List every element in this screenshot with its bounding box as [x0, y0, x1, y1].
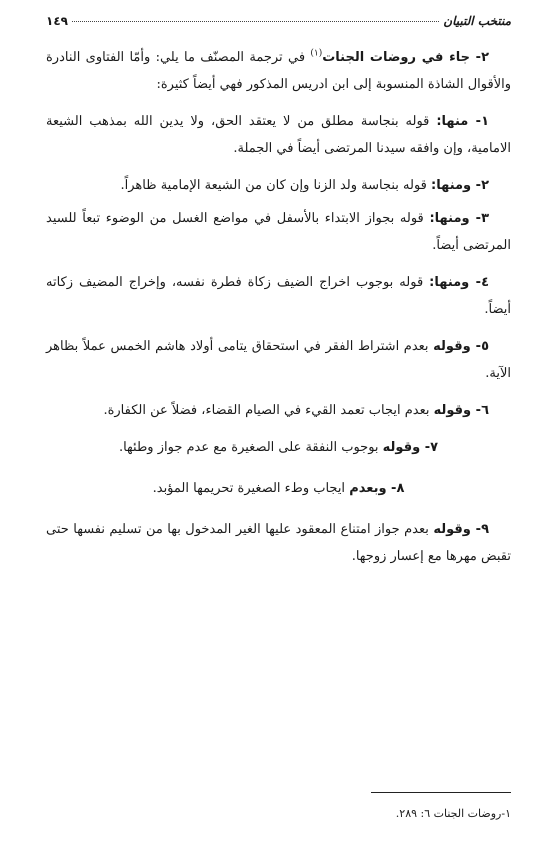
list-item	[46, 108, 511, 162]
header-dot-leader	[72, 21, 439, 22]
footnote-separator	[371, 792, 511, 793]
item-number: ٥-	[470, 339, 490, 354]
list-item	[46, 333, 511, 387]
item-lead: ومنها:	[431, 178, 472, 193]
item-number: ٤-	[469, 275, 489, 290]
item-text: ايجاب وطء الصغيرة تحريمها المؤبد.	[152, 481, 350, 496]
item-text: بعدم ايجاب تعمد القيء في الصيام القضاء، فضلاً عن الكفارة.	[103, 403, 434, 418]
list-item	[46, 172, 511, 199]
item-text: قوله بنجاسة ولد الزنا وإن كان من الشيعة الإمامية ظاهراً.	[120, 178, 432, 193]
item-number: ٨-	[386, 481, 405, 496]
list-item	[46, 434, 511, 461]
item-lead: منها:	[436, 114, 469, 129]
item-number: ٢-	[471, 178, 489, 193]
item-number: ٧-	[420, 440, 439, 455]
list-item	[46, 269, 511, 323]
list-item	[46, 397, 511, 424]
page-body	[46, 44, 511, 580]
item-lead: ومنها:	[429, 275, 470, 290]
item-lead: جاء في روضات الجنات	[322, 50, 470, 65]
item-text: بوجوب النفقة على الصغيرة مع عدم جواز وطئها.	[118, 440, 383, 455]
footnote: ١-روضات الجنات ٦: ٢٨٩.	[395, 807, 511, 820]
item-lead: وقوله	[382, 440, 421, 455]
list-item	[46, 516, 511, 570]
item-lead: وقوله	[433, 403, 472, 418]
item-text: بعدم اشتراط الفقر في استحقاق يتامى أولاد هاشم الخمس عملاً بظاهر الآية.	[46, 339, 511, 381]
item-text: قوله بوجوب اخراج الضيف زكاة فطرة نفسه، وإخراج المضيف زكاته أيضاً.	[46, 275, 511, 317]
item-text: بعدم جواز امتناع المعقود عليها الغير المدخول بها من تسليم نفسها حتى تقبض مهرها مع إعسار زوجها.	[46, 522, 511, 564]
page-number: ١٤٩	[46, 14, 68, 28]
item-number: ٦-	[471, 403, 489, 418]
item-lead: وقوله	[433, 522, 471, 537]
list-item	[46, 475, 511, 502]
item-number: ٣-	[469, 211, 489, 226]
item-number: ٩-	[470, 522, 490, 537]
book-title: منتخب التبيان	[443, 14, 511, 28]
list-item	[46, 205, 511, 259]
running-header	[46, 14, 511, 34]
item-text: قوله بنجاسة مطلق من لا يعتقد الحق، ولا يدين الله بمذهب الشيعة الامامية، وإن وافقه سيدنا المرتضى أيضاً في الجملة.	[46, 114, 511, 156]
item-lead: وقوله	[433, 339, 471, 354]
item-text: قوله بجواز الابتداء بالأسفل في مواضع الغسل من الوضوء تبعاً للسيد المرتضى أيضاً.	[46, 211, 511, 253]
item-number: ١-	[468, 114, 490, 129]
footnote-reference: (١)	[310, 48, 323, 59]
item-lead: ومنها:	[429, 211, 470, 226]
item-number: ٢-	[469, 50, 490, 65]
paragraph-intro	[46, 44, 511, 98]
item-text: في ترجمة المصنّف ما يلي: وأمّا الفتاوى النادرة والأقوال الشاذة المنسوبة إلى ابن ادريس المذكور فهي أيضاً كثيرة:	[46, 50, 511, 92]
item-lead: وبعدم	[349, 481, 387, 496]
